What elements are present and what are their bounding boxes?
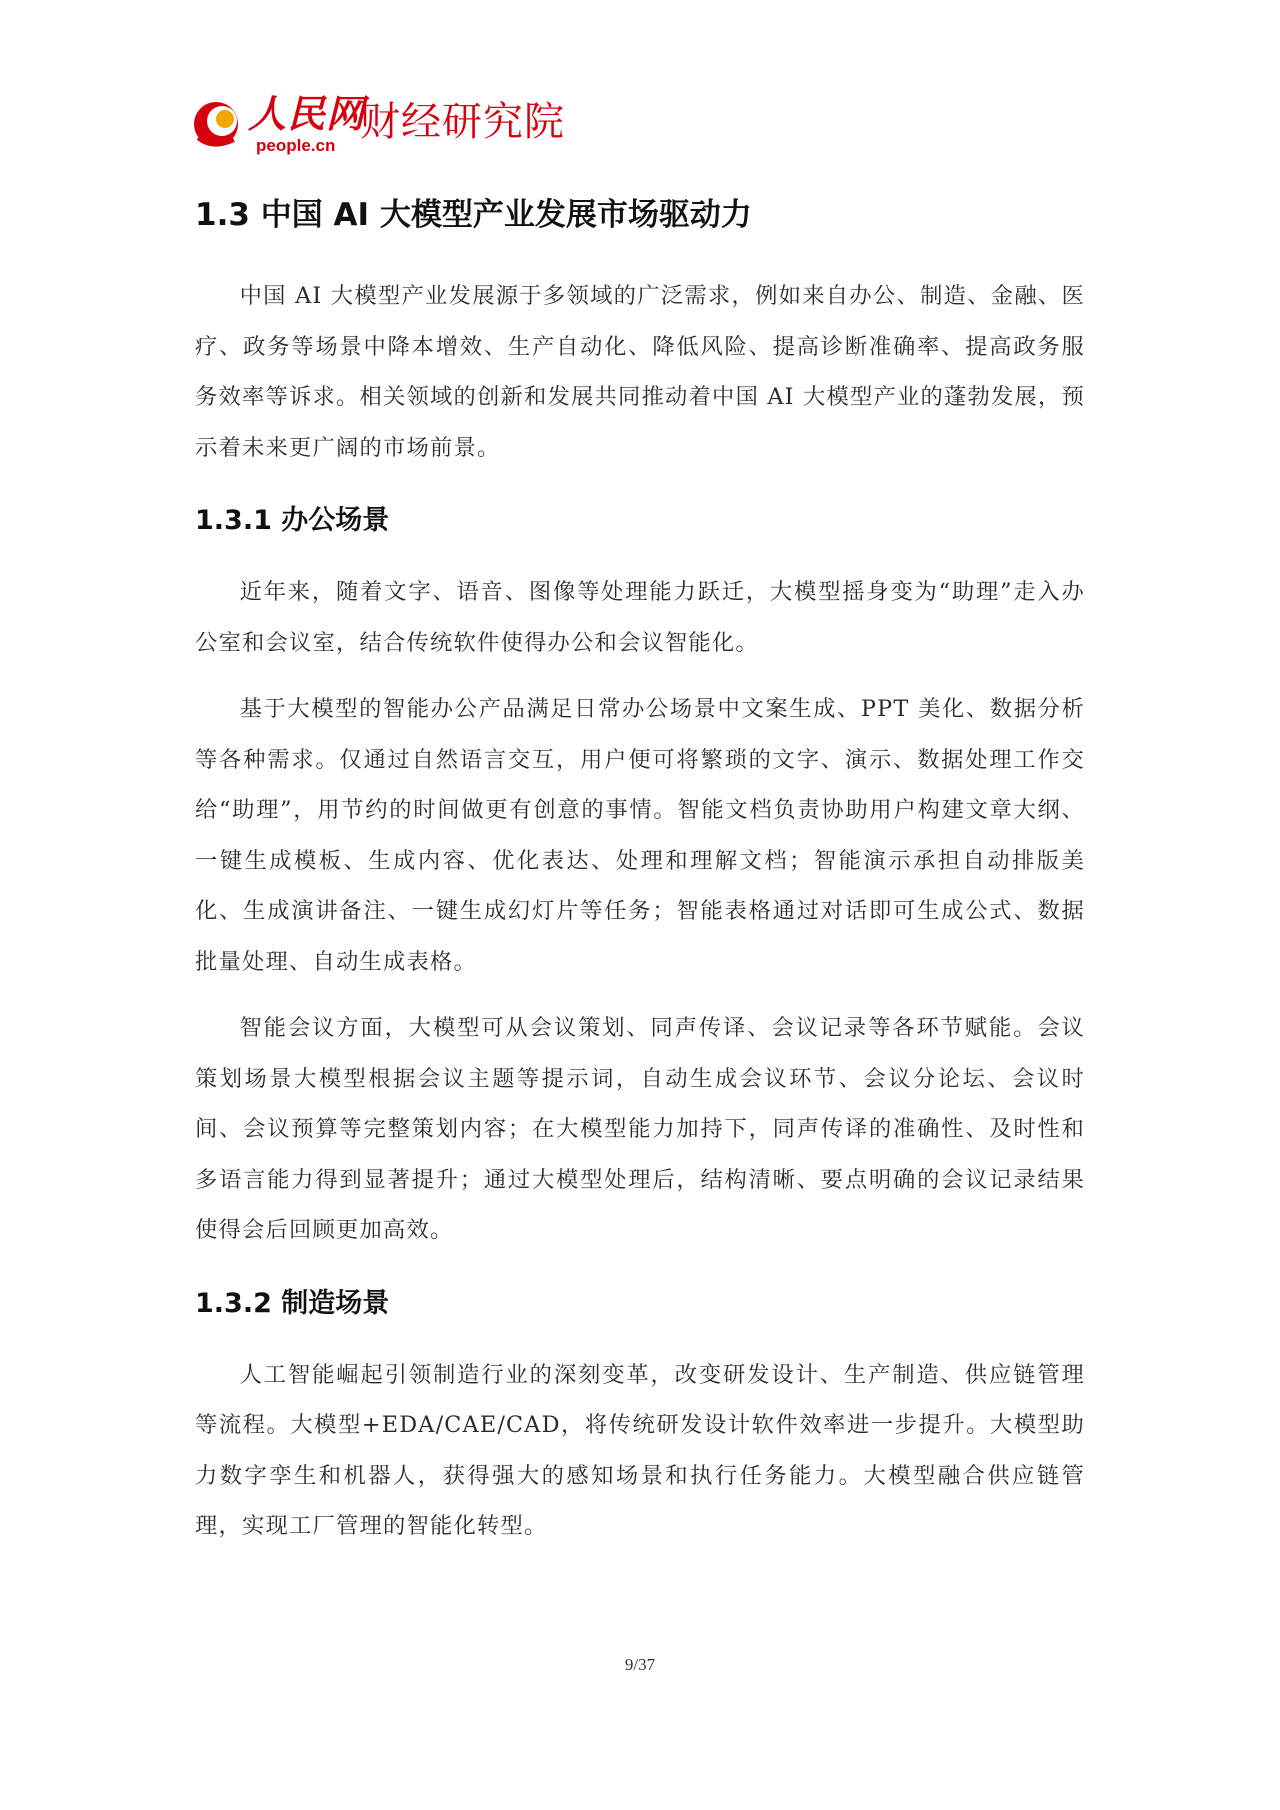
section-heading: 1.3 中国 AI 大模型产业发展市场驱动力 — [195, 197, 752, 233]
logo-english-text: people.cn — [256, 136, 336, 155]
manufacturing-scenario-heading: 1.3.2 制造场景 — [195, 1287, 390, 1319]
institute-title: 财经研究院 — [360, 99, 565, 145]
office-paragraph: 智能会议方面，大模型可从会议策划、同声传译、会议记录等各环节赋能。会议策划场景大模型根据会议主题等提示词，自动生成会议环节、会议分论坛、会议时间、会议预算等完整策划内容；在大模型能力加持下，同声传译的准确性、及时性和多语言能力得到显著提升；通过大模型处理后，结构清晰、要点明确的会议记录结果使得会后回顾更加高效。 — [195, 1015, 1085, 1243]
office-paragraph: 基于大模型的智能办公产品满足日常办公场景中文案生成、PPT 美化、数据分析等各种需求。仅通过自然语言交互，用户便可将繁琐的文字、演示、数据处理工作交给“助理”，用节约的时间做更有创意的事情。智能文档负责协助用户构建文章大纲、一键生成模板、生成内容、优化表达、处理和理解文档；智能演示承担自动排版美化、生成演讲备注、一键生成幻灯片等任务；智能表格通过对话即可生成公式、数据批量处理、自动生成表格。 — [195, 696, 1085, 975]
office-paragraph: 近年来，随着文字、语音、图像等处理能力跃迁，大模型摇身变为“助理”走入办公室和会议室，结合传统软件使得办公和会议智能化。 — [195, 579, 1085, 656]
main-content — [195, 185, 1085, 1568]
page-number: 9/37 — [624, 1655, 656, 1674]
people-logo-icon — [190, 94, 246, 150]
header — [190, 92, 790, 162]
section-intro-paragraph: 中国 AI 大模型产业发展源于多领域的广泛需求，例如来自办公、制造、金融、医疗、政务等场景中降本增效、生产自动化、降低风险、提高诊断准确率、提高政务服务效率等诉求。相关领域的创新和发展共同推动着中国 AI 大模型产业的蓬勃发展，预示着未来更广阔的市场前景。 — [195, 283, 1085, 461]
office-scenario-heading: 1.3.1 办公场景 — [195, 505, 390, 536]
manufacturing-paragraph: 人工智能崛起引领制造行业的深刻变革，改变研发设计、生产制造、供应链管理等流程。大模型+EDA/CAE/CAD，将传统研发设计软件效率进一步提升。大模型助力数字孪生和机器人，获得强大的感知场景和执行任务能力。大模型融合供应链管理，实现工厂管理的智能化转型。 — [195, 1361, 1085, 1539]
logo-chinese-text: 人民网 — [248, 91, 366, 136]
